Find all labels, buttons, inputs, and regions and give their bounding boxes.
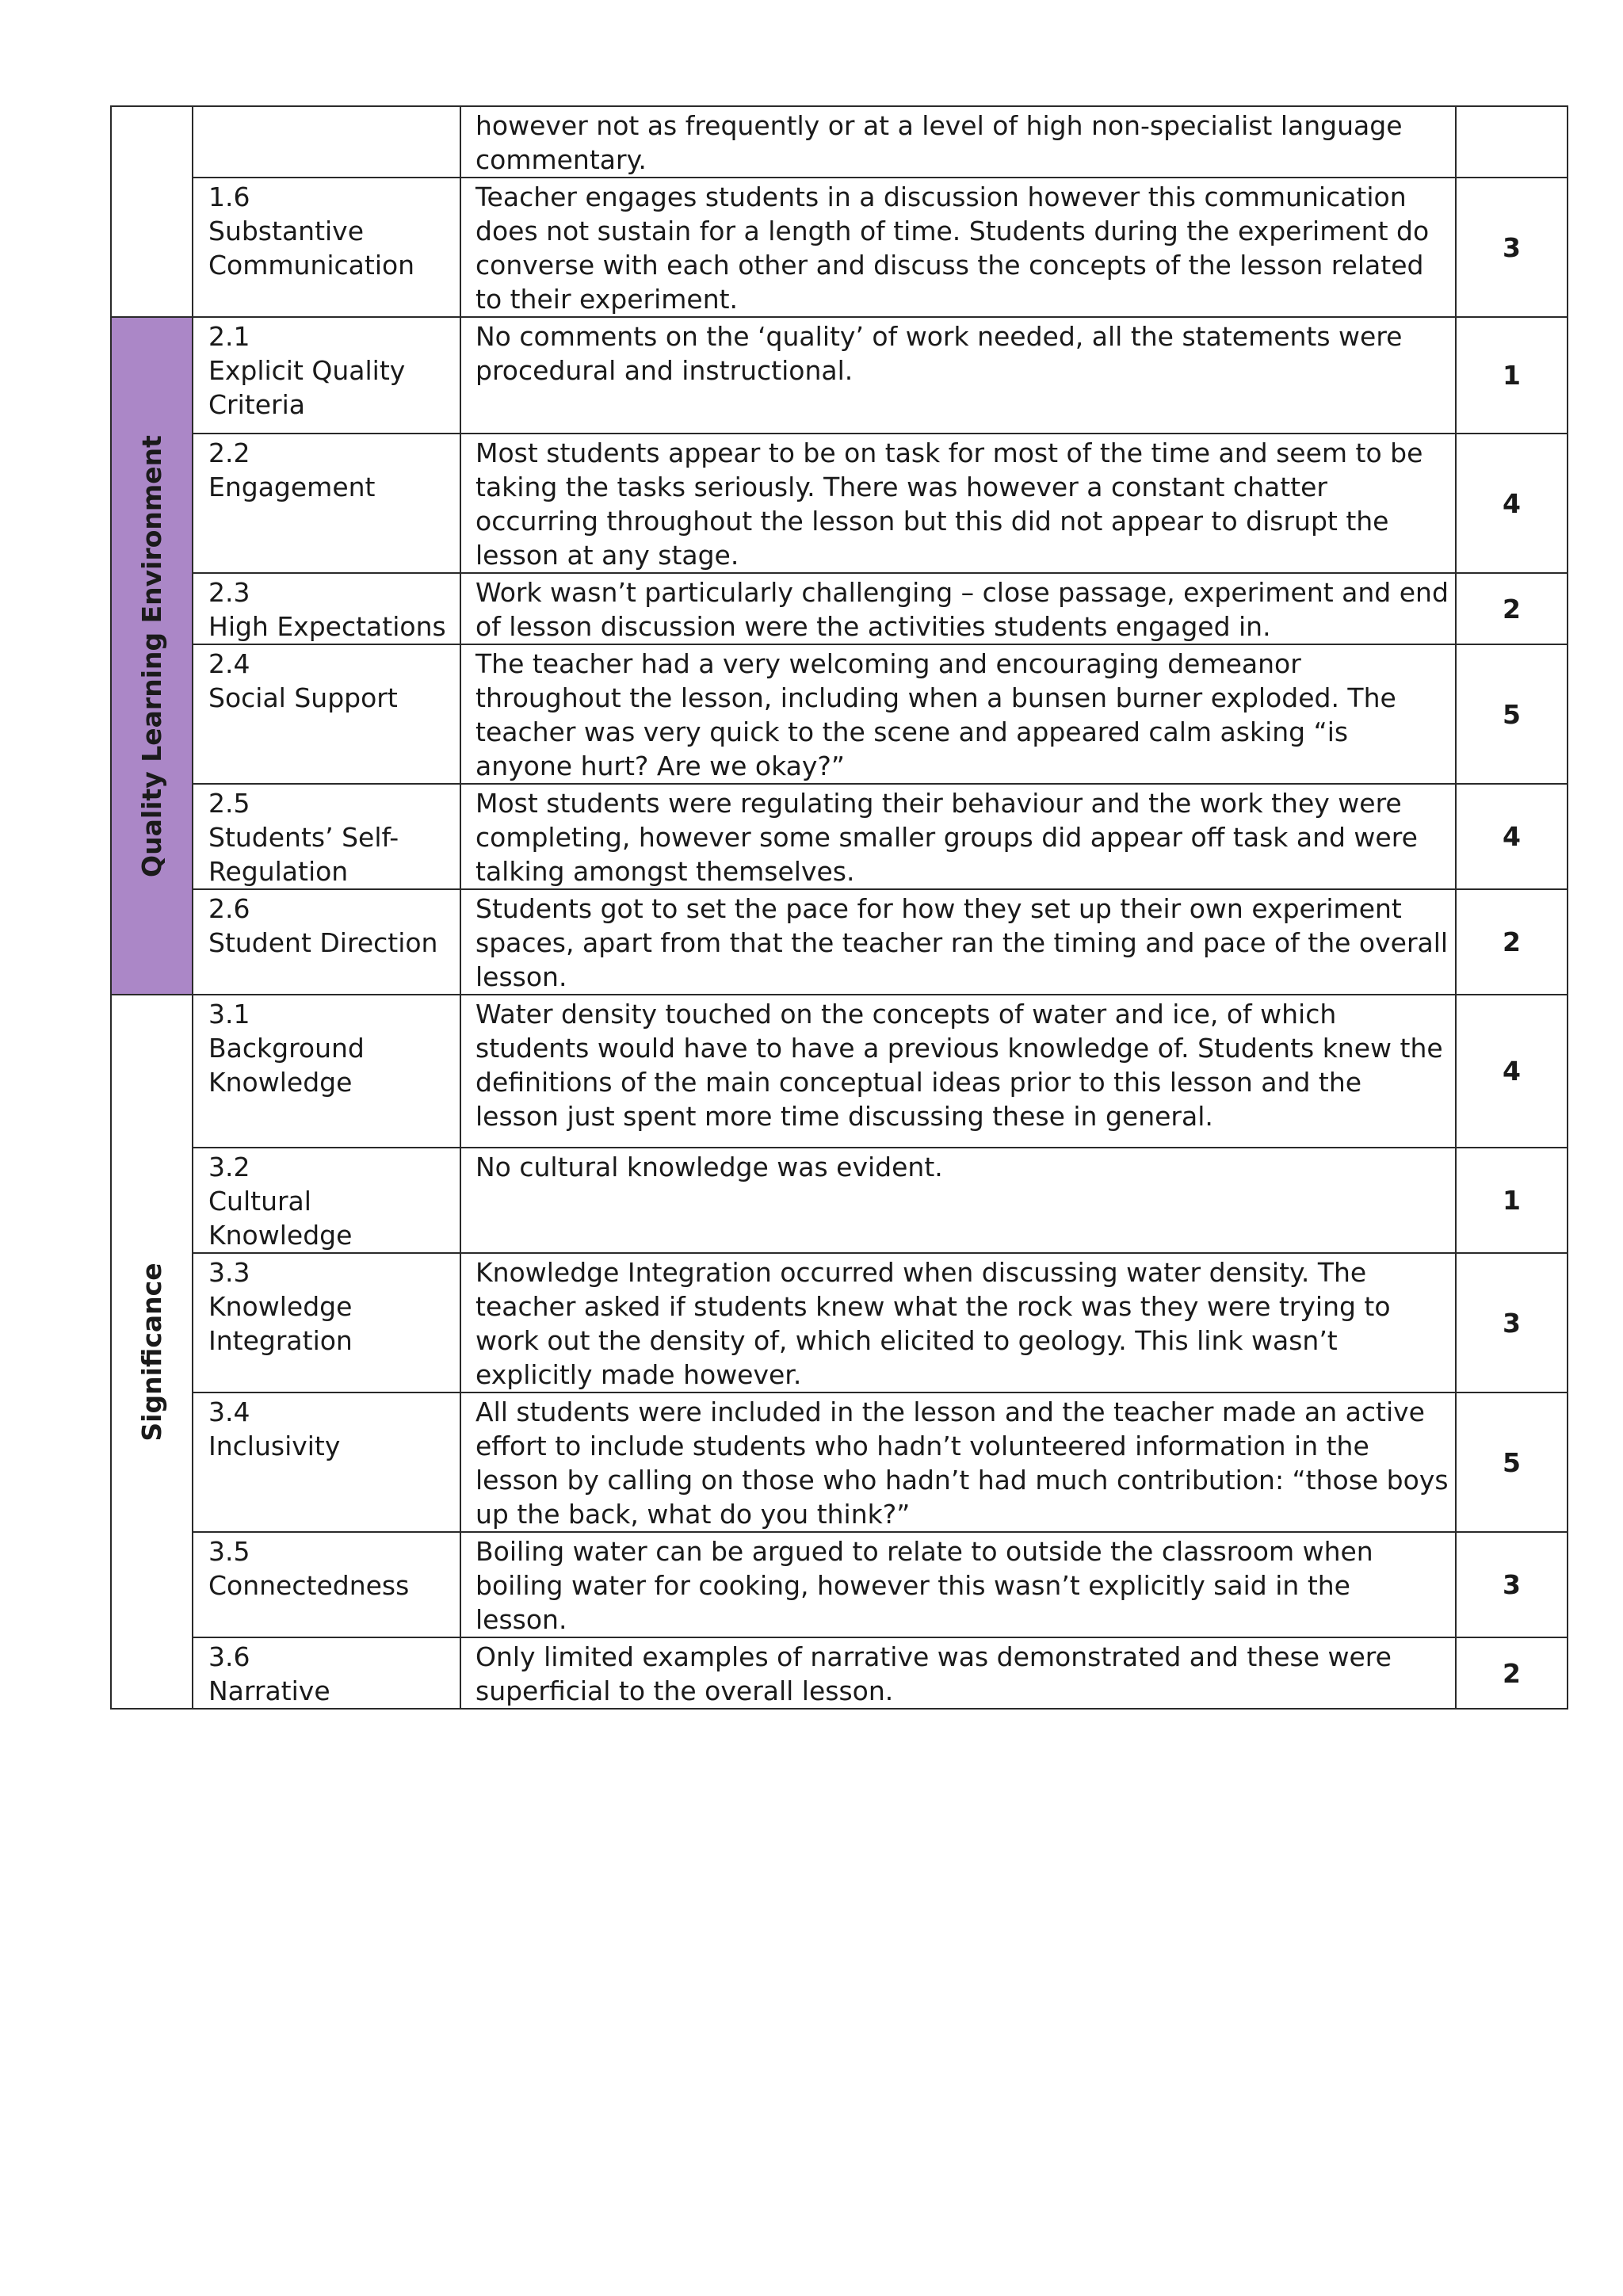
description-cell: Only limited examples of narrative was demonstrated and these were superficial to the overall lesson. [460, 1637, 1456, 1709]
score-cell: 4 [1456, 784, 1568, 889]
table-row [111, 784, 1568, 889]
description-cell: The teacher had a very welcoming and encouraging demeanor throughout the lesson, including when a bunsen burner exploded. The teacher was very quick to the scene and appeared calm asking “is anyone hurt? Are we okay?” [460, 644, 1456, 784]
table-row [111, 106, 1568, 178]
table-row [111, 317, 1568, 434]
element-name: Students’ Self- [208, 822, 399, 853]
element-name: Connectedness [208, 1570, 410, 1601]
element-name: Communication [208, 250, 415, 281]
element-cell [193, 644, 460, 784]
table-row [111, 1637, 1568, 1709]
element-number: 1.6 [208, 181, 250, 212]
description-cell: Work wasn’t particularly challenging – close passage, experiment and end of lesson discussion were the activities students engaged in. [460, 573, 1456, 644]
element-name: Knowledge [208, 1220, 353, 1251]
element-name: Background [208, 1033, 365, 1064]
element-cell [193, 1148, 460, 1253]
score-cell: 4 [1456, 434, 1568, 573]
element-name: Regulation [208, 856, 349, 887]
element-name: Student Direction [208, 927, 438, 958]
rubric-table [110, 105, 1568, 1710]
table-row [111, 995, 1568, 1148]
element-cell [193, 889, 460, 995]
element-cell [193, 1532, 460, 1637]
element-name: Inclusivity [208, 1431, 341, 1461]
table-row [111, 1532, 1568, 1637]
element-name: Explicit Quality [208, 355, 406, 386]
score-cell: 2 [1456, 1637, 1568, 1709]
element-number: 3.1 [208, 999, 250, 1030]
element-cell [193, 573, 460, 644]
description-cell: Water density touched on the concepts of water and ice, of which students would have to have a previous knowledge of. Students knew the definitions of the main conceptual ideas prior to this lesson and the lesson just spent more time discussing these in general. [460, 995, 1456, 1148]
element-name: Substantive [208, 216, 365, 246]
score-cell: 5 [1456, 1392, 1568, 1532]
category-significance [111, 995, 193, 1709]
score-cell: 3 [1456, 1532, 1568, 1637]
element-number: 3.3 [208, 1257, 250, 1288]
element-name: High Expectations [208, 611, 446, 642]
element-name: Social Support [208, 682, 398, 713]
element-cell [193, 1637, 460, 1709]
table-row [111, 573, 1568, 644]
table-row [111, 1392, 1568, 1532]
element-number: 2.2 [208, 437, 250, 468]
category-quality-learning-environment [111, 317, 193, 995]
element-name: Engagement [208, 472, 376, 502]
table-row [111, 644, 1568, 784]
element-number: 2.3 [208, 577, 250, 608]
score-cell: 3 [1456, 178, 1568, 317]
element-name: Cultural [208, 1186, 311, 1217]
element-cell [193, 1392, 460, 1532]
description-cell: Students got to set the pace for how they set up their own experiment spaces, apart from that the teacher ran the timing and pace of the overall lesson. [460, 889, 1456, 995]
description-cell: No comments on the ‘quality’ of work needed, all the statements were procedural and instructional. [460, 317, 1456, 434]
element-cell [193, 784, 460, 889]
table-row [111, 1253, 1568, 1392]
element-number: 3.2 [208, 1152, 250, 1182]
element-name: Integration [208, 1325, 353, 1356]
score-cell: 3 [1456, 1253, 1568, 1392]
score-cell: 1 [1456, 317, 1568, 434]
element-cell [193, 178, 460, 317]
category-label: Significance [136, 1262, 167, 1442]
description-cell: No cultural knowledge was evident. [460, 1148, 1456, 1253]
element-number: 2.4 [208, 648, 250, 679]
element-number: 2.5 [208, 788, 250, 819]
category-cell-blank [111, 106, 193, 317]
element-number: 2.1 [208, 321, 250, 352]
description-cell: Most students appear to be on task for most of the time and seem to be taking the tasks seriously. There was however a constant chatter occurring throughout the lesson but this did not appear to disrupt the lesson at any stage. [460, 434, 1456, 573]
element-name: Knowledge [208, 1291, 353, 1322]
table-row [111, 178, 1568, 317]
description-cell: Teacher engages students in a discussion however this communication does not sustain for a length of time. Students during the experiment do converse with each other and discuss the concepts of the lesson related to their experiment. [460, 178, 1456, 317]
score-cell: 2 [1456, 573, 1568, 644]
table-row [111, 434, 1568, 573]
element-number: 3.5 [208, 1536, 250, 1567]
category-label: Quality Learning Environment [136, 434, 167, 877]
table-row [111, 889, 1568, 995]
element-number: 3.6 [208, 1641, 250, 1672]
score-cell: 2 [1456, 889, 1568, 995]
element-cell [193, 434, 460, 573]
element-cell [193, 317, 460, 434]
element-name: Narrative [208, 1675, 330, 1706]
description-cell: however not as frequently or at a level of high non-specialist language commentary. [460, 106, 1456, 178]
description-cell: Most students were regulating their behaviour and the work they were completing, however some smaller groups did appear off task and were talking amongst themselves. [460, 784, 1456, 889]
element-cell [193, 995, 460, 1148]
description-cell: Knowledge Integration occurred when discussing water density. The teacher asked if students knew what the rock was they were trying to work out the density of, which elicited to geology. This link wasn’t explicitly made however. [460, 1253, 1456, 1392]
score-cell: 1 [1456, 1148, 1568, 1253]
element-cell [193, 106, 460, 178]
element-number: 3.4 [208, 1396, 250, 1427]
element-name: Knowledge [208, 1067, 353, 1098]
element-number: 2.6 [208, 893, 250, 924]
score-cell: 5 [1456, 644, 1568, 784]
score-cell [1456, 106, 1568, 178]
table-row [111, 1148, 1568, 1253]
description-cell: Boiling water can be argued to relate to outside the classroom when boiling water for cooking, however this wasn’t explicitly said in the lesson. [460, 1532, 1456, 1637]
description-cell: All students were included in the lesson and the teacher made an active effort to include students who hadn’t volunteered information in the lesson by calling on those who hadn’t had much contribution: “those boys up the back, what do you think?” [460, 1392, 1456, 1532]
element-name: Criteria [208, 389, 305, 420]
score-cell: 4 [1456, 995, 1568, 1148]
element-cell [193, 1253, 460, 1392]
